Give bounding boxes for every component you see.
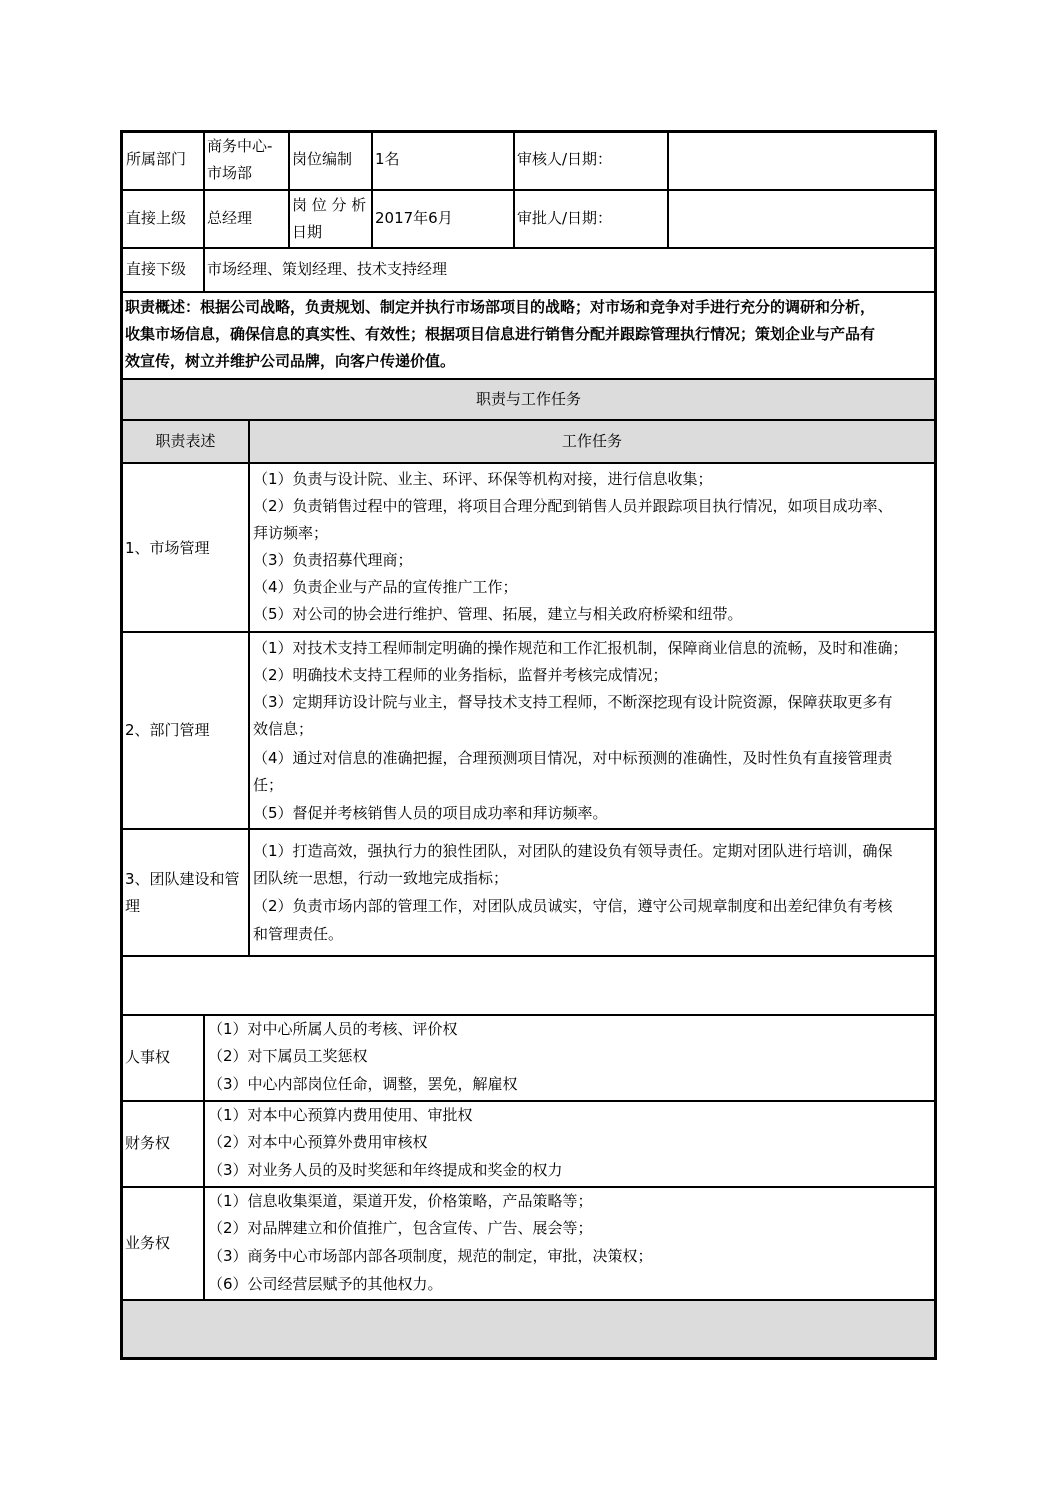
col-divider	[667, 130, 669, 249]
authority-line: （2）对品牌建立和价值推广，包含宣传、广告、展会等；	[208, 1219, 593, 1237]
task-line: 团队统一思想，行动一致地完成指标；	[253, 869, 509, 887]
col-divider	[248, 419, 250, 957]
dept-value-line2: 市场部	[207, 164, 253, 182]
approver-label: 审批人/日期：	[517, 209, 613, 227]
duty-group-name: 3、团队建设和管	[125, 870, 240, 888]
row-divider	[120, 828, 937, 830]
task-line: 任；	[253, 776, 284, 794]
authority-line: （1）对中心所属人员的考核、评价权	[208, 1020, 458, 1038]
task-line: 效信息；	[253, 720, 314, 738]
task-line: （5）对公司的协会进行维护、管理、拓展，建立与相关政府桥梁和纽带。	[253, 605, 743, 623]
dept-value-line1: 商务中心-	[207, 137, 273, 155]
duties-section-title: 职责与工作任务	[475, 390, 581, 408]
duty-group-name-cont: 理	[125, 897, 141, 915]
task-line: （4）负责企业与产品的宣传推广工作；	[253, 578, 518, 596]
analysis-date-value: 2017年6月	[375, 209, 453, 227]
column-header-desc: 职责表述	[155, 432, 216, 450]
overview-line: 收集市场信息，确保信息的真实性、有效性；根据项目信息进行销售分配并跟踪管理执行情况；策划企业与产品有	[125, 325, 876, 343]
row-divider	[120, 291, 937, 293]
col-divider	[203, 130, 205, 291]
authority-line: （1）信息收集渠道，渠道开发，价格策略，产品策略等；	[208, 1192, 593, 1210]
task-line: （1）负责与设计院、业主、环评、环保等机构对接，进行信息收集；	[253, 470, 713, 488]
authority-line: （3）中心内部岗位任命，调整，罢免，解雇权	[208, 1075, 518, 1093]
authority-line: （2）对本中心预算外费用审核权	[208, 1133, 428, 1151]
analysis-date-label-line1: 岗 位 分 析	[292, 196, 367, 214]
row-divider	[120, 955, 937, 957]
authority-line: （1）对本中心预算内费用使用、审批权	[208, 1106, 473, 1124]
task-line: 拜访频率；	[253, 524, 329, 542]
task-line: （2）明确技术支持工程师的业务指标，监督并考核完成情况；	[253, 666, 668, 684]
row-divider	[120, 419, 937, 421]
authority-line: （6）公司经营层赋予的其他权力。	[208, 1275, 443, 1293]
task-line: 和管理责任。	[253, 925, 344, 943]
task-line: （4）通过对信息的准确把握，合理预测项目情况，对中标预测的准确性，及时性负有直接管理责	[253, 749, 893, 767]
task-line: （1）打造高效，强执行力的狼性团队，对团队的建设负有领导责任。定期对团队进行培训，确保	[253, 842, 893, 860]
row-divider	[120, 631, 937, 633]
task-line: （3）负责招募代理商；	[253, 551, 413, 569]
authority-label-business: 业务权	[125, 1234, 171, 1252]
overview-line: 效宣传，树立并维护公司品牌，向客户传递价值。	[125, 352, 456, 370]
authority-label-finance: 财务权	[125, 1134, 171, 1152]
task-line: （2）负责销售过程中的管理，将项目合理分配到销售人员并跟踪项目执行情况，如项目成功率、	[253, 497, 893, 515]
headcount-value: 1名	[375, 150, 400, 168]
authority-line: （2）对下属员工奖惩权	[208, 1047, 368, 1065]
headcount-label: 岗位编制	[292, 150, 353, 168]
dept-label: 所属部门	[126, 150, 187, 168]
duty-group-name: 2、部门管理	[125, 721, 210, 739]
row-divider	[120, 189, 937, 191]
task-line: （5）督促并考核销售人员的项目成功率和拜访频率。	[253, 804, 608, 822]
col-divider	[288, 130, 290, 249]
reviewer-label: 审核人/日期：	[517, 150, 613, 168]
task-line: （2）负责市场内部的管理工作，对团队成员诚实，守信，遵守公司规章制度和出差纪律负有考核	[253, 897, 893, 915]
col-divider	[371, 130, 373, 249]
subordinate-label: 直接下级	[126, 260, 187, 278]
authority-line: （3）对业务人员的及时奖惩和年终提成和奖金的权力	[208, 1161, 563, 1179]
superior-label: 直接上级	[126, 209, 187, 227]
column-header-tasks: 工作任务	[561, 432, 622, 450]
col-divider	[203, 1014, 205, 1301]
task-line: （1）对技术支持工程师制定明确的操作规范和工作汇报机制，保障商业信息的流畅，及时和准确；	[253, 639, 908, 657]
superior-value: 总经理	[207, 209, 253, 227]
task-line: （3）定期拜访设计院与业主，督导技术支持工程师，不断深挖现有设计院资源，保障获取更多有	[253, 693, 893, 711]
overview-line: 职责概述：根据公司战略，负责规划、制定并执行市场部项目的战略；对市场和竞争对手进行充分的调研和分析，	[125, 298, 876, 316]
row-divider	[120, 462, 937, 464]
authority-line: （3）商务中心市场部内部各项制度，规范的制定，审批，决策权；	[208, 1247, 653, 1265]
authority-label-personnel: 人事权	[125, 1048, 171, 1066]
row-divider	[120, 247, 937, 249]
analysis-date-label-line2: 日期	[292, 223, 323, 241]
subordinate-value: 市场经理、策划经理、技术支持经理	[207, 260, 448, 278]
row-divider	[120, 378, 937, 380]
row-divider	[120, 1299, 937, 1301]
col-divider	[513, 130, 515, 249]
duty-group-name: 1、市场管理	[125, 539, 210, 557]
